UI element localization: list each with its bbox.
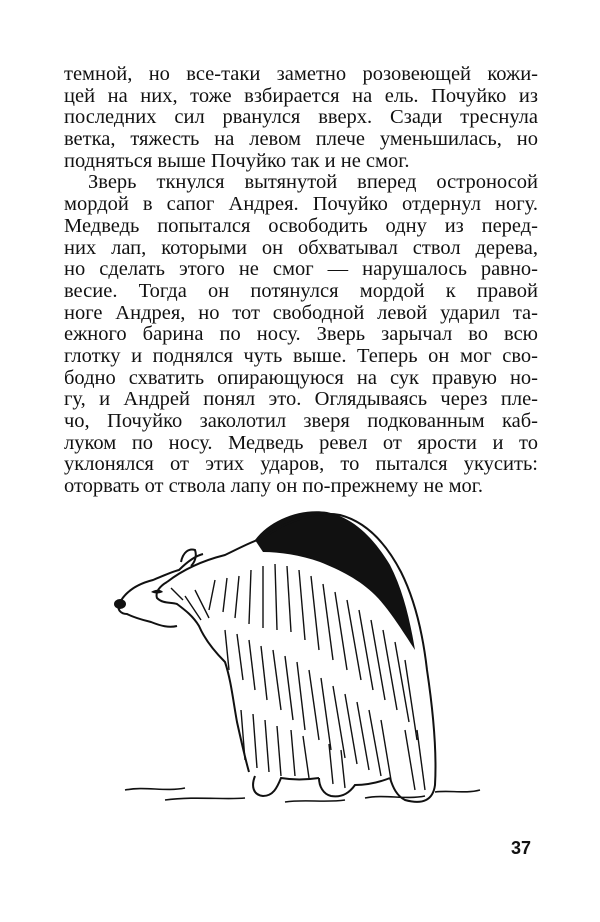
paragraph-2 xyxy=(64,172,538,497)
text-line: оторвать от ствола лапу он по-прежнему не мог. xyxy=(64,475,484,498)
bear-nose xyxy=(114,599,126,609)
text-line: чо, Почуйко заколотил зверя подкованным каб- xyxy=(64,410,538,432)
bear-eye xyxy=(151,590,163,594)
text-line: глотку и поднялся чуть выше. Теперь он мог сво- xyxy=(64,344,538,367)
bear-back-shading xyxy=(255,511,415,650)
text-line: весие. Тогда он потянулся мордой к правой xyxy=(64,279,538,302)
text-line: последних сил рванулся вверх. Сзади треснула xyxy=(64,106,538,129)
body-text xyxy=(64,64,538,498)
text-line: подняться выше Почуйко так и не смог. xyxy=(64,149,410,172)
text-line: ежного барина по носу. Зверь зарычал во всю xyxy=(64,323,538,346)
text-line: гу, и Андрей понял это. Оглядываясь через пле- xyxy=(64,388,538,411)
text-line: ноге Андрея, но тот свободной левой ударил та- xyxy=(64,301,538,324)
bear-body-outline xyxy=(157,514,436,802)
page-number: 37 xyxy=(511,838,532,858)
ground-marks xyxy=(125,788,480,806)
text-line: Зверь ткнулся вытянутой вперед остроносой xyxy=(88,171,538,194)
text-line: но сделать этого не смог — нарушалось равно- xyxy=(64,258,538,281)
text-line: уклонялся от этих ударов, то пытался укусить: xyxy=(64,453,538,476)
text-line: мордой в сапог Андрея. Почуйко отдернул ногу. xyxy=(64,193,538,216)
bear-illustration xyxy=(105,500,495,810)
text-line: Медведь попытался освободить одну из перед- xyxy=(64,214,538,237)
text-line: ветка, тяжесть на левом плече уменьшилась, но xyxy=(64,128,538,151)
text-line: темной, но все-таки заметно розовеющей кожи- xyxy=(64,63,538,85)
text-line: цей на них, тоже взбирается на ель. Почуйко из xyxy=(64,84,538,107)
paragraph-1 xyxy=(64,64,538,172)
text-line: них лап, которыми он обхватывал ствол дерева, xyxy=(64,236,538,259)
text-line: бодно схватить опирающуюся на сук правую но- xyxy=(64,366,538,389)
text-line: луком по носу. Медведь ревел от ярости и то xyxy=(64,431,538,454)
